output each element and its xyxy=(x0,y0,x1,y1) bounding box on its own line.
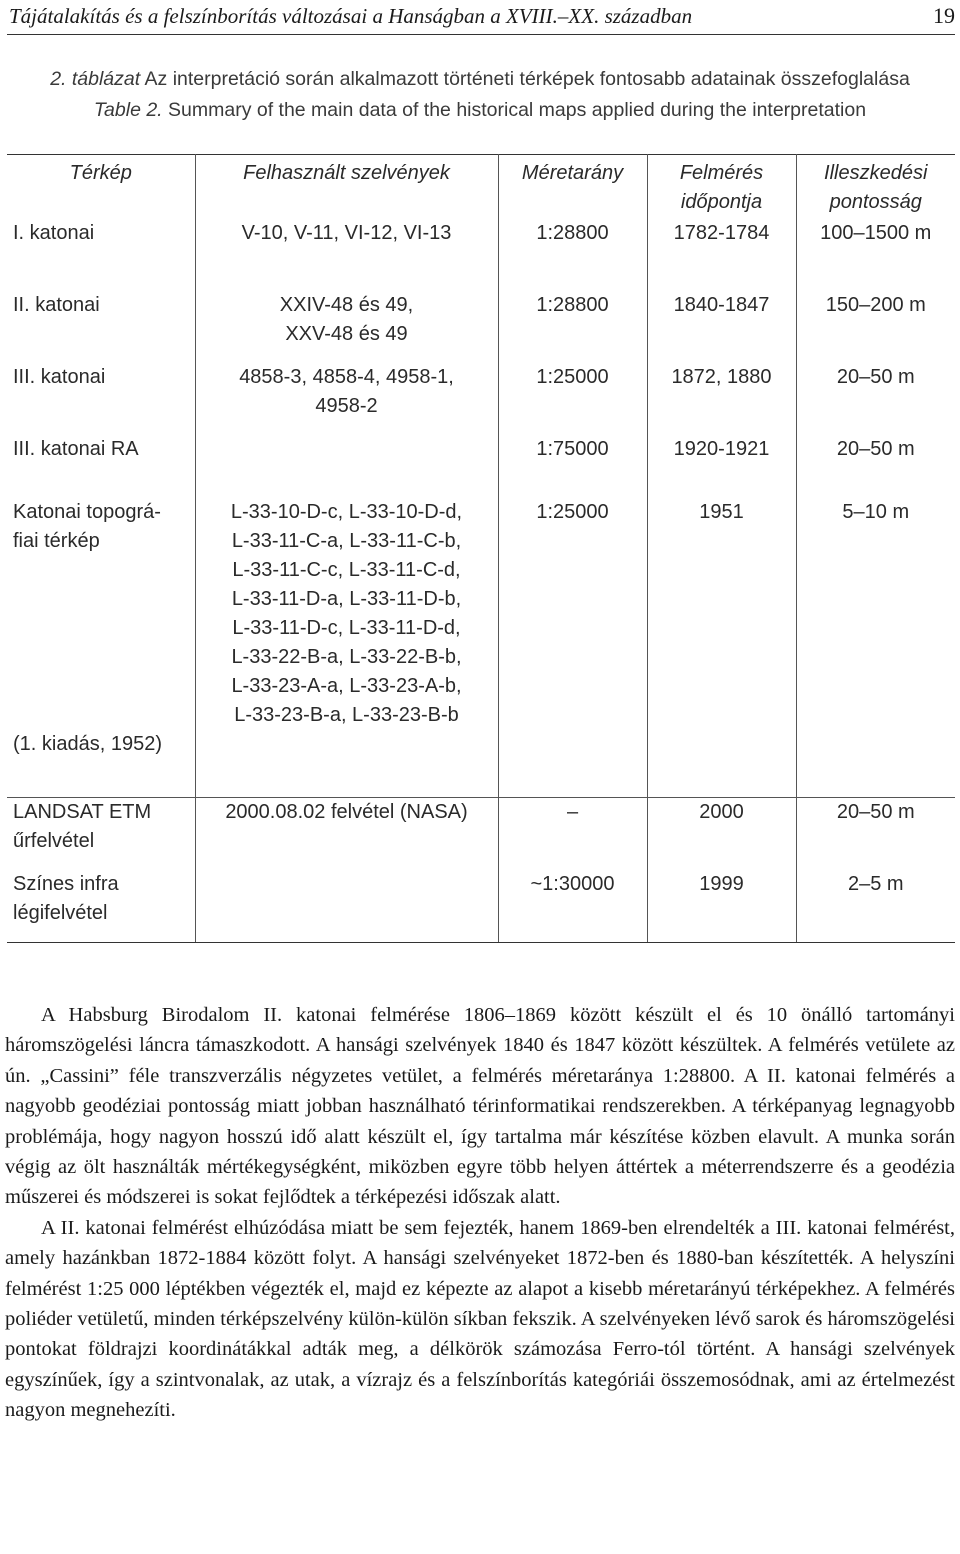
table-caption-hungarian xyxy=(0,68,960,91)
table-title-en: Summary of the main data of the historical maps applied during the interpretation xyxy=(162,99,867,121)
running-title: Tájátalakítás és a felszínborítás változásai a Hanságban a XVIII.–XX. században xyxy=(9,4,693,28)
sheet-list-line: L-33-11-D-c, L-33-11-D-d, xyxy=(232,617,461,639)
page-number: 19 xyxy=(933,3,955,28)
cell-sheets xyxy=(195,291,498,349)
cell-map xyxy=(7,498,195,759)
cell-sheets: V-10, V-11, VI-12, VI-13 xyxy=(195,219,498,257)
cell-date: 1999 xyxy=(647,870,796,928)
sheet-list-line: L-33-11-C-a, L-33-11-C-b, xyxy=(231,530,462,552)
paragraph: A Habsburg Birodalom II. katonai felmérése 1806–1869 között készült el és 10 önálló tartományi háromszögelési láncra támaszkodott. A hansági szelvények 1840 és 1847 között készültek. A felmérés vetülete az ún. „Cassini” féle transzverzális négyzetes vetület, a felmérés méretaránya 1:28800. A II. katonai felmérés a nagyobb geodéziai pontosság miatt jobban használható térinformatikai rendszerekben. A térképanyag legnagyobb problémája, hogy nagyon hosszú idő alatt készült el, így tartalma már készítése közben elavult. A munka során végig az ölt használták mértékegységként, miközben egyre több helyen áttértek a méterrendszerre és a geodézia műszerei és módszerei is sokat fejlődtek a térképezési időszak alatt. xyxy=(5,1004,955,1209)
page-header xyxy=(7,0,955,35)
table-row xyxy=(7,870,955,928)
cell-accuracy: 20–50 m xyxy=(796,363,955,421)
cell-map: I. katonai xyxy=(7,219,195,257)
cell-sheets xyxy=(195,363,498,421)
table-caption-english xyxy=(0,99,960,122)
table-row xyxy=(7,498,955,759)
row-spacer xyxy=(7,759,955,798)
table-row xyxy=(7,219,955,257)
map-name-line: űrfelvétel xyxy=(13,830,95,852)
cell-sheets xyxy=(195,435,498,464)
map-name-line: légifelvétel xyxy=(13,902,108,924)
header-scale: Méretarány xyxy=(498,155,647,220)
sheet-list-line: L-33-23-B-a, L-33-23-B-b xyxy=(234,704,459,726)
cell-scale: 1:25000 xyxy=(498,363,647,421)
table-header-row xyxy=(7,155,955,220)
cell-scale: 1:25000 xyxy=(498,498,647,759)
cell-accuracy: 20–50 m xyxy=(796,435,955,464)
table-label-hu: 2. táblázat xyxy=(50,68,141,90)
cell-scale: – xyxy=(498,798,647,857)
sheets-line: XXV-48 és 49 xyxy=(285,323,408,345)
cell-accuracy: 5–10 m xyxy=(796,498,955,759)
cell-sheets xyxy=(195,498,498,759)
cell-sheets xyxy=(195,870,498,928)
row-spacer xyxy=(7,257,955,291)
row-spacer xyxy=(7,464,955,498)
sheets-line: XXIV-48 és 49, xyxy=(279,294,414,316)
row-spacer xyxy=(7,928,955,943)
header-sheets: Felhasznált szelvények xyxy=(195,155,498,220)
cell-accuracy: 20–50 m xyxy=(796,798,955,857)
cell-accuracy: 150–200 m xyxy=(796,291,955,349)
cell-map xyxy=(7,870,195,928)
row-spacer xyxy=(7,421,955,435)
map-name-line: fiai térkép xyxy=(13,530,100,552)
table-label-en: Table 2. xyxy=(93,99,163,121)
paragraph: A II. katonai felmérést elhúzódása miatt be sem fejezték, hanem 1869-ben elrendelték a III. katonai felmérést, amely hazánkban 1872-1884 között folyt. A hansági szelvényeket 1872-ben és 1880-ban készítették. A helyszíni felmérést 1:25 000 léptékben végezték el, majd ez képezte az alapot a kisebb méretarányú térképekhez. A felmérés poliéder vetületű, minden térképszelvény külön-külön síkban fekszik. A szelvényeken lévő sarok és háromszögelési pontokat földrajzi koordinátákkal adták meg, a délkörök számozása Ferro-tól történt. A hansági szelvények egyszínűek, így a szintvonalak, az utak, a vízrajz és a felszínborítás kategóriái összemosódnak, ami az értelmezést nagyon megnehezíti. xyxy=(5,1216,955,1422)
cell-scale: 1:28800 xyxy=(498,291,647,349)
cell-scale: ~1:30000 xyxy=(498,870,647,928)
sheet-list-line: L-33-11-C-c, L-33-11-C-d, xyxy=(232,559,461,581)
map-name-line: LANDSAT ETM xyxy=(13,801,152,823)
cell-date: 1951 xyxy=(647,498,796,759)
table-row xyxy=(7,291,955,349)
cell-map: III. katonai xyxy=(7,363,195,421)
sheet-list-line: L-33-11-D-a, L-33-11-D-b, xyxy=(231,588,462,610)
row-spacer xyxy=(7,349,955,363)
sheet-list-line: L-33-22-B-a, L-33-22-B-b, xyxy=(231,646,462,668)
cell-map: II. katonai xyxy=(7,291,195,349)
body-text xyxy=(5,1000,955,1426)
header-map: Térkép xyxy=(7,155,195,220)
sheet-list-line: L-33-10-D-c, L-33-10-D-d, xyxy=(230,501,463,523)
table-row xyxy=(7,363,955,421)
cell-map: III. katonai RA xyxy=(7,435,195,464)
row-spacer xyxy=(7,856,955,870)
cell-sheets: 2000.08.02 felvétel (NASA) xyxy=(195,798,498,857)
map-name-line: Katonai topográ- xyxy=(13,501,161,523)
map-name-line: Színes infra xyxy=(13,873,119,895)
cell-map xyxy=(7,798,195,857)
cell-date: 2000 xyxy=(647,798,796,857)
cell-accuracy: 100–1500 m xyxy=(796,219,955,257)
cell-date: 1840-1847 xyxy=(647,291,796,349)
sheet-list-line: L-33-23-A-a, L-33-23-A-b, xyxy=(231,675,462,697)
cell-date: 1872, 1880 xyxy=(647,363,796,421)
cell-date: 1920-1921 xyxy=(647,435,796,464)
cell-accuracy: 2–5 m xyxy=(796,870,955,928)
table-row xyxy=(7,435,955,464)
cell-scale: 1:28800 xyxy=(498,219,647,257)
cell-scale: 1:75000 xyxy=(498,435,647,464)
header-accuracy: Illeszkedési pontosság xyxy=(796,155,955,220)
table-row xyxy=(7,798,955,857)
table-title-hu: Az interpretáció során alkalmazott történeti térképek fontosabb adatainak összefoglalása xyxy=(140,68,910,90)
sheets-line: 4958-2 xyxy=(315,395,378,417)
sheets-line: 4858-3, 4858-4, 4958-1, xyxy=(239,366,454,388)
cell-date: 1782-1784 xyxy=(647,219,796,257)
map-edition: (1. kiadás, 1952) xyxy=(13,733,162,755)
historical-maps-table xyxy=(7,154,955,943)
header-survey-date: Felmérés időpontja xyxy=(647,155,796,220)
